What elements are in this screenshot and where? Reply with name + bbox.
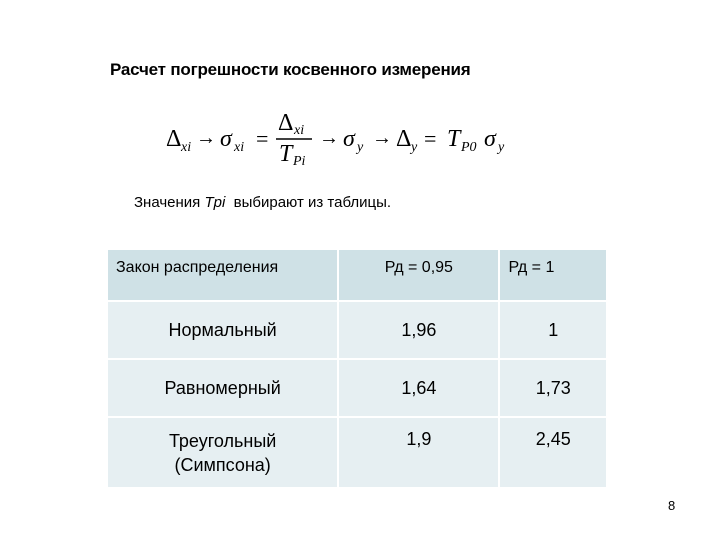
- formula-fraction-numerator-sub: xi: [294, 123, 305, 138]
- formula-sigma-xi-sub: xi: [234, 140, 245, 155]
- note-prefix: Значения: [134, 194, 205, 211]
- formula-delta-y-sub: y: [411, 140, 418, 155]
- table-cell-p1: 1: [499, 301, 606, 359]
- table-cell-law: Треугольный (Симпсона): [108, 417, 338, 488]
- formula-fraction-denominator-sub: Pi: [293, 154, 306, 168]
- formula-sigma-y-2-sub: y: [498, 140, 505, 155]
- slide-title: Расчет погрешности косвенного измерения: [110, 60, 471, 79]
- table-row: [108, 301, 606, 359]
- table-row: [108, 359, 606, 417]
- formula-equals-2: =: [424, 126, 437, 151]
- table-header-p095: Рд = 0,95: [338, 250, 499, 301]
- table-header-row: [108, 250, 606, 301]
- formula-fraction-numerator: Δ: [278, 110, 294, 136]
- formula: [166, 108, 526, 168]
- table-cell-p1: 1,73: [499, 359, 606, 417]
- distribution-table: [108, 250, 606, 489]
- formula-sigma-y: σ: [343, 126, 355, 152]
- table-header-p1: Рд = 1: [499, 250, 606, 301]
- formula-arrow: →: [196, 127, 216, 149]
- formula-equals: =: [256, 126, 269, 151]
- formula-t-p0: T: [447, 126, 461, 152]
- formula-sigma-y-sub: y: [357, 140, 364, 155]
- formula-arrow-3: →: [372, 127, 392, 149]
- formula-fraction-denominator: T: [279, 141, 293, 167]
- note-text: [134, 194, 391, 211]
- table-cell-law: Равномерный: [108, 359, 338, 417]
- table-cell-law: Нормальный: [108, 301, 338, 359]
- formula-delta-xi: Δ: [166, 126, 182, 152]
- formula-delta-y: Δ: [396, 126, 412, 152]
- formula-t-p0-sub: P0: [461, 140, 477, 155]
- table-row: [108, 417, 606, 488]
- table-cell-p095: 1,96: [338, 301, 499, 359]
- table-header-law: Закон распределения: [108, 250, 338, 301]
- formula-delta-xi-sub: xi: [181, 140, 192, 155]
- table-cell-p095: 1,64: [338, 359, 499, 417]
- note-symbol: Tpi: [204, 194, 226, 211]
- formula-sigma-xi: σ: [220, 126, 232, 152]
- formula-sigma-y-2: σ: [484, 126, 496, 152]
- table-cell-p1: 2,45: [499, 417, 606, 488]
- page-number: 8: [668, 498, 676, 513]
- formula-arrow-2: →: [319, 127, 339, 149]
- table-cell-p095: 1,9: [338, 417, 499, 488]
- note-suffix: выбирают из таблицы.: [225, 194, 392, 211]
